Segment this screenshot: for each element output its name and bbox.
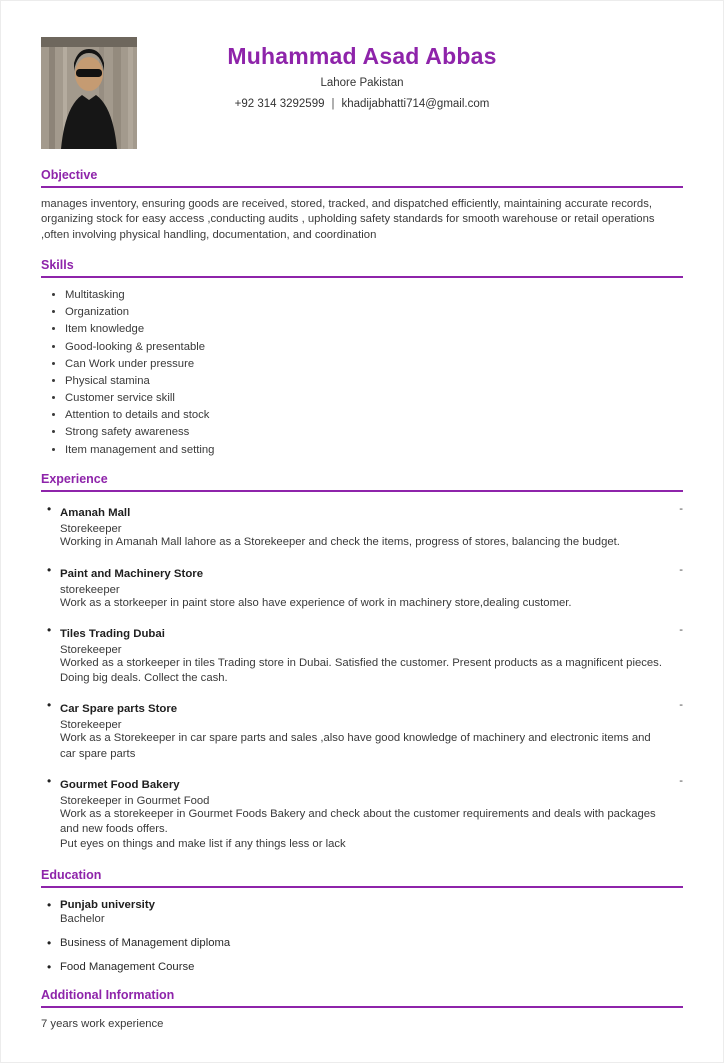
contact-separator: | [331,98,335,110]
education-school: • Punjab university [60,898,155,911]
location-text: Lahore Pakistan [320,77,404,89]
education-item [41,961,683,973]
header-text [41,35,683,110]
education-section-title: Education [41,867,102,882]
job-role: Storekeeper [60,643,122,656]
job-company: Paint and Machinery Store [60,567,204,580]
job-dates: - [679,774,683,787]
skills-section-title: Skills [41,258,74,273]
job-company: Amanah Mall [60,507,131,520]
experience-item [41,564,683,611]
section-divider [41,490,683,492]
additional-section-title: Additional Information [41,987,175,1002]
experience-item [41,699,683,762]
page-title: Muhammad Asad Abbas [227,43,497,69]
section-experience [41,472,683,852]
experience-item [41,503,683,550]
experience-item [41,624,683,687]
skill-item: • Physical stamina [65,374,683,389]
job-role: Storekeeper in Gourmet Food [60,794,210,807]
skill-item: • Multitasking [65,288,683,303]
job-description: Work as a storkeeper in paint store also have experience of work in machinery store,dealing customer. [60,596,572,609]
job-dates: - [679,623,683,636]
section-education [41,868,683,973]
job-company: Tiles Trading Dubai [60,627,165,640]
objective-text: manages inventory, ensuring goods are received, stored, tracked, and dispatched efficiently, maintaining accurate records, organizing stock for easy access ,conducting audits , upholding safety standards for smooth warehouse or retail operations ,often involving physical handling, documentation, and coordination [41,198,655,241]
job-description: Worked as a storkeeper in tiles Trading store in Dubai. Satisfied the customer. Present products as a magnificent pieces. Doing big deals. Collect the cash. [60,656,662,685]
skill-item: • Item knowledge [65,322,683,337]
objective-section-title: Objective [41,168,98,182]
section-divider [41,1006,683,1008]
job-description: Working in Amanah Mall lahore as a Storekeeper and check the items, progress of stores, balancing the budget. [60,536,620,549]
skill-item: • Can Work under pressure [65,357,683,372]
job-dates: - [679,699,683,712]
skill-item: • Attention to details and stock [65,408,683,423]
section-divider [41,886,683,888]
skill-item: • Customer service skill [65,391,683,406]
job-company: Gourmet Food Bakery [60,778,180,791]
experience-list [41,503,683,852]
skills-list [41,288,683,457]
phone-number: +92 314 3292599 [234,98,325,110]
skill-item: • Strong safety awareness [65,425,683,440]
job-company: Car Spare parts Store [60,703,178,716]
skill-item: • Organization [65,305,683,320]
section-objective [41,168,683,243]
job-dates: - [679,563,683,576]
job-description: Work as a storekeeper in Gourmet Foods Bakery and check about the customer requirements and deals with packages and new foods offers. [60,807,656,836]
section-skills [41,258,683,457]
section-divider [41,276,683,278]
additional-info-text: 7 years work experience [41,1017,164,1030]
job-role: storekeeper [60,583,120,596]
education-school: • Business of Management diploma [60,936,231,949]
education-school: • Food Management Course [60,960,195,973]
education-item [41,937,683,949]
experience-section-title: Experience [41,472,108,487]
profile-photo-graphic [41,37,137,149]
experience-item [41,775,683,853]
section-divider [41,186,683,188]
profile-photo [41,37,137,149]
job-role: Storekeeper [60,719,122,732]
contact-line [41,98,683,110]
education-degree: Bachelor [60,912,105,925]
skill-item: • Good-looking & presentable [65,340,683,355]
education-item [41,899,683,925]
email-address: khadijabhatti714@gmail.com [341,98,490,110]
resume-header [41,35,683,153]
job-dates: - [679,503,683,516]
section-additional-information [41,988,683,1032]
job-description: Put eyes on things and make list if any things less or lack [60,838,346,851]
skill-item: • Item management and setting [65,443,683,458]
education-list [41,899,683,973]
job-role: Storekeeper [60,523,122,536]
job-description: Work as a Storekeeper in car spare parts and sales ,also have good knowledge of machinery and electronic items and car spare parts [60,732,651,760]
